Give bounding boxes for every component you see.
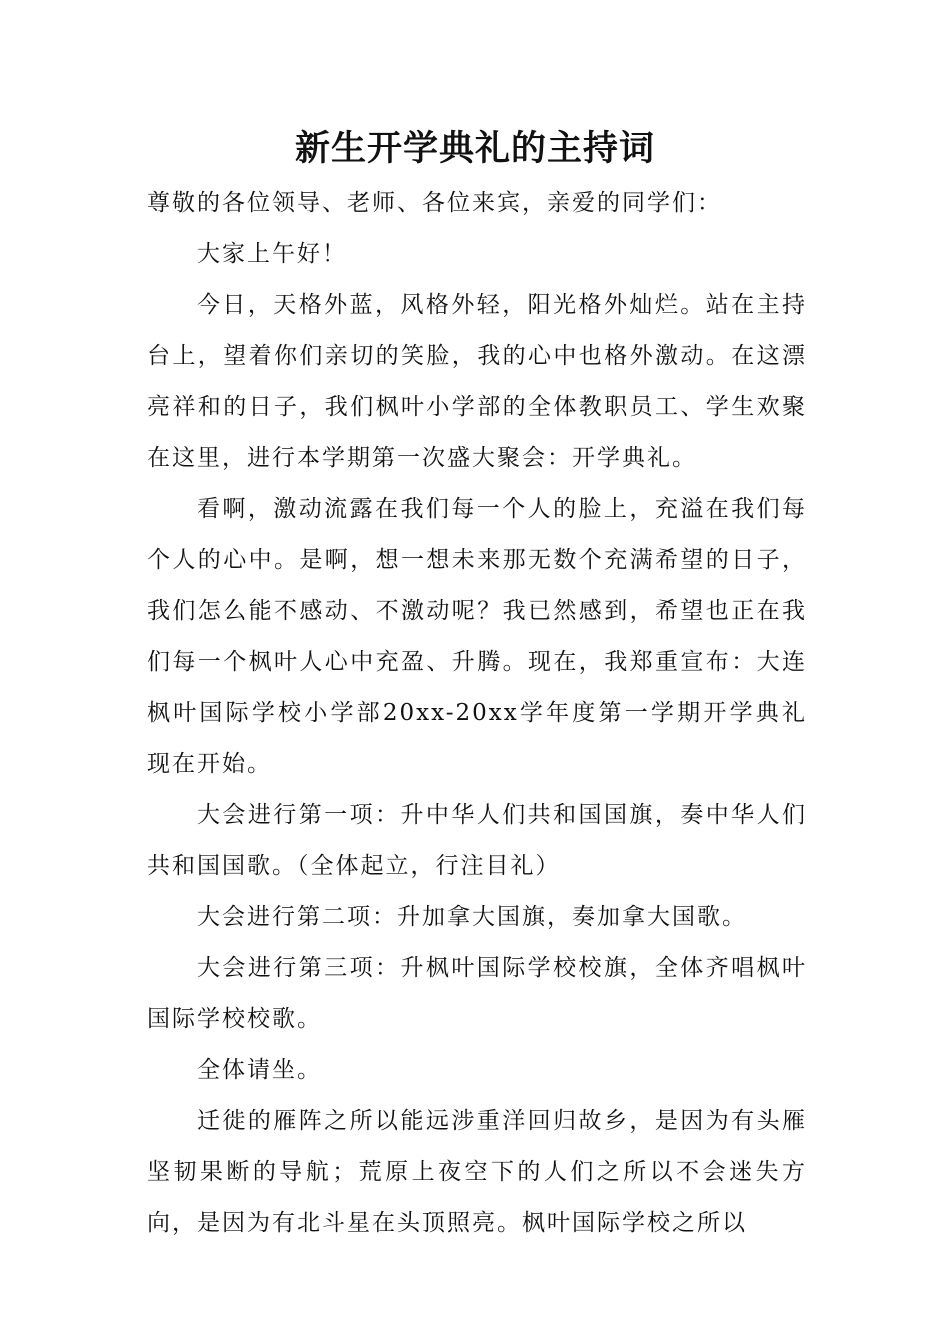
be-seated-paragraph: 全体请坐。 bbox=[197, 1057, 322, 1083]
agenda-item-1-paragraph: 大会进行第一项：升中华人们共和国国旗，奏中华人们共和国国歌。（全体起立，行注目礼） bbox=[147, 802, 807, 879]
announcement-paragraph: 看啊，激动流露在我们每一个人的脸上，充溢在我们每个人的心中。是啊，想一想未来那无数个充满希望的日子，我们怎么能不感动、不激动呢？我已然感到，希望也正在我们每一个枫叶人心中充盈、升腾。现在，我郑重宣布：大连枫叶国际学校小学部20xx-20xx学年度第一学期开学典礼现在开始。 bbox=[147, 496, 807, 777]
closing-paragraph: 迁徙的雁阵之所以能远涉重洋回归故乡，是因为有头雁坚韧果断的导航；荒原上夜空下的人们之所以不会迷失方向，是因为有北斗星在头顶照亮。枫叶国际学校之所以 bbox=[147, 1108, 807, 1236]
agenda-item-3-paragraph: 大会进行第三项：升枫叶国际学校校旗，全体齐唱枫叶国际学校校歌。 bbox=[147, 955, 807, 1032]
agenda-item-2-paragraph: 大会进行第二项：升加拿大国旗，奏加拿大国歌。 bbox=[197, 904, 747, 930]
greeting-paragraph: 大家上午好！ bbox=[197, 241, 347, 267]
salutation-paragraph: 尊敬的各位领导、老师、各位来宾，亲爱的同学们： bbox=[147, 190, 722, 216]
opening-paragraph: 今日，天格外蓝，风格外轻，阳光格外灿烂。站在主持台上，望着你们亲切的笑脸，我的心中也格外激动。在这漂亮祥和的日子，我们枫叶小学部的全体教职员工、学生欢聚在这里，进行本学期第一次盛大聚会：开学典礼。 bbox=[147, 292, 807, 471]
document-title: 新生开学典礼的主持词 bbox=[294, 129, 655, 169]
document-body bbox=[147, 178, 807, 1249]
